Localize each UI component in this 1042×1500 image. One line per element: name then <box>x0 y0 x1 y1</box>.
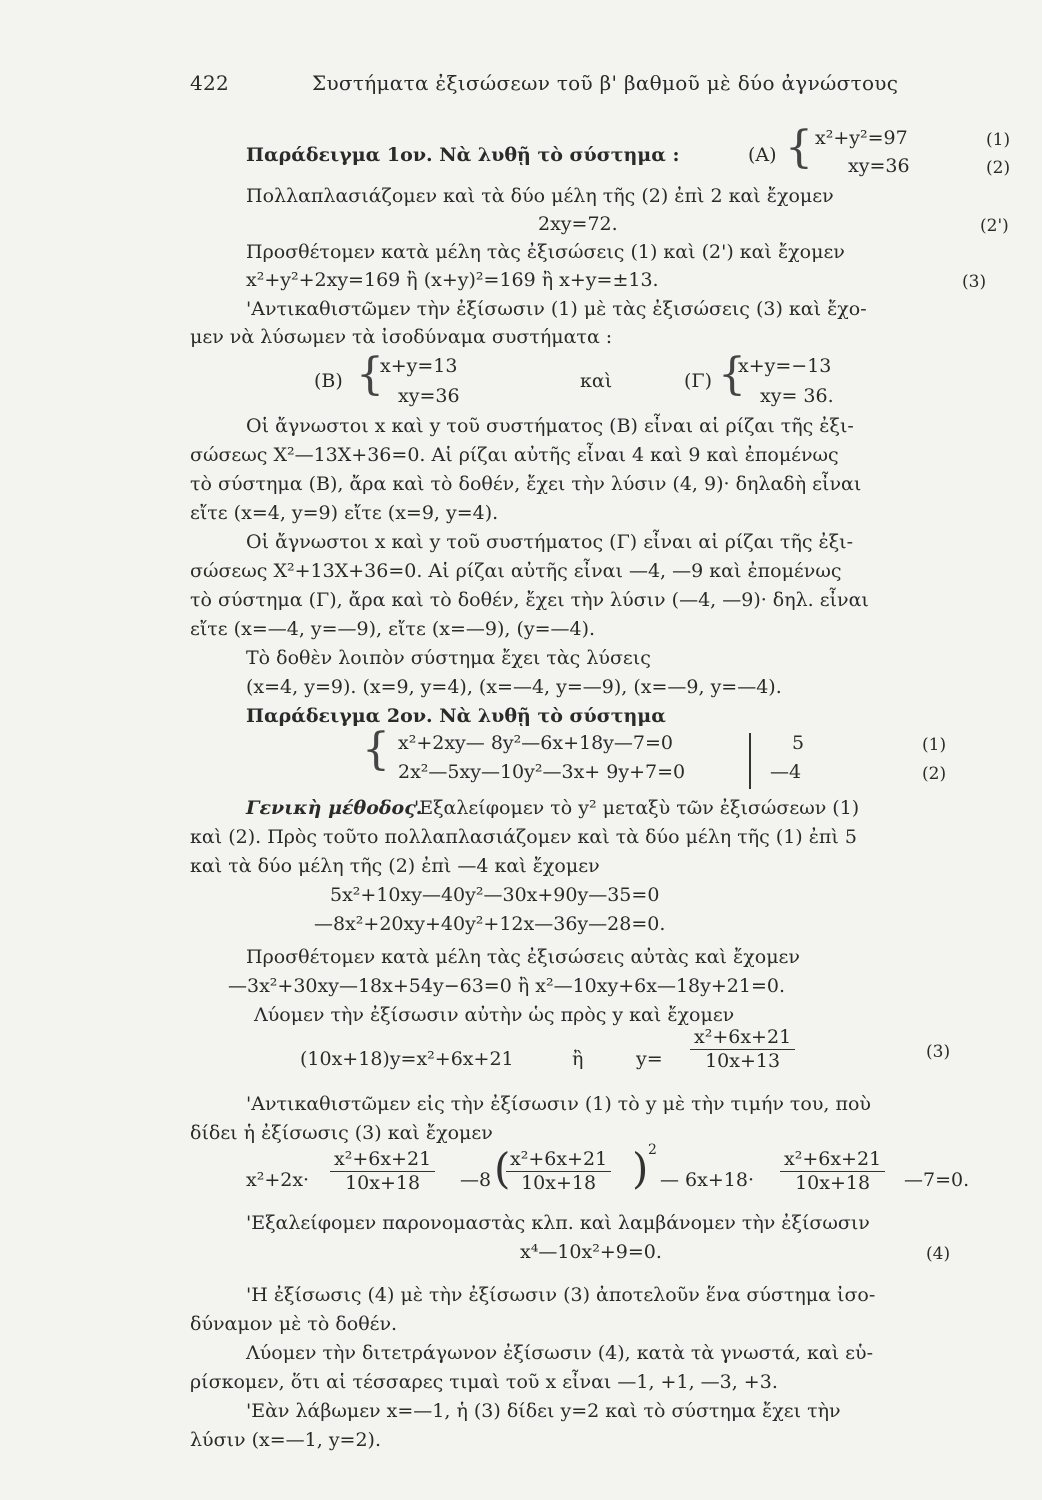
paragraph: εἴτε (x=4, y=9) εἴτε (x=9, y=4). <box>190 502 499 524</box>
fraction-numerator: x²+6x+21 <box>690 1026 795 1050</box>
equation-2-prime: 2xy=72. <box>538 213 618 235</box>
fraction-numerator: x²+6x+21 <box>506 1148 611 1172</box>
paragraph: Τὸ δοθὲν λοιπὸν σύστημα ἔχει τὰς λύσεις <box>246 647 651 669</box>
paragraph: δίδει ἡ ἐξίσωσις (3) καὶ ἔχομεν <box>190 1122 493 1144</box>
brace-b: { <box>356 349 384 400</box>
equation-number: (2') <box>980 216 1009 236</box>
equation-4: x⁴—10x²+9=0. <box>520 1241 662 1263</box>
example-2-eq1: x²+2xy— 8y²—6x+18y—7=0 <box>398 732 673 754</box>
solutions-line: (x=4, y=9). (x=9, y=4), (x=—4, y=—9), (x=—9, y=—4). <box>246 676 782 698</box>
paragraph: τὸ σύστημα (Β), ἄρα καὶ τὸ δοθέν, ἔχει τὴν λύσιν (4, 9)· δηλαδὴ εἶναι <box>190 473 862 495</box>
right-parenthesis: ) <box>632 1144 649 1193</box>
paragraph: εἴτε (x=—4, y=—9), εἴτε (x=—9), (y=—4). <box>190 618 596 640</box>
brace-g: { <box>718 349 746 400</box>
equation: 5x²+10xy—40y²—30x+90y—35=0 <box>330 884 660 906</box>
paragraph: λύσιν (x=—1, y=2). <box>190 1429 382 1451</box>
system-b-label: (Β) <box>314 370 343 392</box>
equation-3-line: x²+y²+2xy=169 ἢ (x+y)²=169 ἢ x+y=±13. <box>246 269 659 291</box>
system-a-eq2: xy=36 <box>848 155 910 177</box>
paragraph: Προσθέτομεν κατὰ μέλη τὰς ἐξισώσεις (1) καὶ (2') καὶ ἔχομεν <box>246 241 845 263</box>
equation-part: x²+2x· <box>246 1169 310 1191</box>
example-1-title: Παράδειγμα 1ον. Νὰ λυθῇ τὸ σύστημα : <box>246 144 680 166</box>
paragraph: 'Η ἐξίσωσις (4) μὲ τὴν ἐξίσωσιν (3) ἀποτελοῦν ἕνα σύστημα ἰσο- <box>246 1284 876 1306</box>
paragraph: Οἱ ἄγνωστοι x καὶ y τοῦ συστήματος (Β) εἶναι αἱ ρίζαι τῆς ἐξι- <box>246 415 854 437</box>
multiplier-2: —4 <box>770 761 802 783</box>
running-title: Συστήματα ἐξισώσεων τοῦ β' βαθμοῦ μὲ δύο ἀγνώστους <box>312 71 899 95</box>
equation-number: (2) <box>922 764 947 784</box>
fraction <box>506 1148 611 1195</box>
equation: (10x+18)y=x²+6x+21 <box>300 1048 514 1070</box>
paragraph: καὶ (2). Πρὸς τοῦτο πολλαπλασιάζομεν καὶ τὰ δύο μέλη τῆς (1) ἐπὶ 5 <box>190 826 857 848</box>
example-2-title: Παράδειγμα 2ον. Νὰ λυθῇ τὸ σύστημα <box>246 705 666 727</box>
multiplier-separator <box>749 733 751 789</box>
equation-number: (1) <box>922 735 947 755</box>
fraction-denominator: 10x+13 <box>705 1049 781 1072</box>
paragraph: Λύομεν τὴν διτετράγωνον ἐξίσωσιν (4), κατὰ τὰ γνωστά, καὶ εὑ- <box>246 1342 873 1364</box>
paragraph: 'Αντικαθιστῶμεν τὴν ἐξίσωσιν (1) μὲ τὰς ἐξισώσεις (3) καὶ ἔχο- <box>246 298 867 320</box>
paragraph: 'Εξαλείφομεν τὸ y² μεταξὺ τῶν ἐξισώσεων (1) <box>414 797 860 819</box>
system-a-eq1-number: (1) <box>986 130 1011 150</box>
paragraph: Οἱ ἄγνωστοι x καὶ y τοῦ συστήματος (Γ) εἶναι αἱ ρίζαι τῆς ἐξι- <box>246 531 854 553</box>
system-a-eq1: x²+y²=97 <box>815 127 908 149</box>
fraction <box>330 1148 435 1195</box>
equation-number: (4) <box>926 1244 951 1264</box>
equation: —8x²+20xy+40y²+12x—36y—28=0. <box>314 913 666 935</box>
system-g-eq2: xy= 36. <box>760 385 834 407</box>
system-b-eq2: xy=36 <box>398 385 460 407</box>
fraction-denominator: 10x+18 <box>345 1171 421 1194</box>
equation-number: (3) <box>962 272 987 292</box>
paragraph: 'Αντικαθιστῶμεν εἰς τὴν ἐξίσωσιν (1) τὸ y μὲ τὴν τιμήν του, ποὺ <box>246 1093 871 1115</box>
example-2-eq2: 2x²—5xy—10y²—3x+ 9y+7=0 <box>398 761 686 783</box>
fraction <box>780 1148 885 1195</box>
system-g-eq1: x+y=−13 <box>738 355 832 377</box>
paragraph: σώσεως X²+13X+36=0. Αἱ ρίζαι αὐτῆς εἶναι —4, —9 καὶ ἐπομένως <box>190 560 842 582</box>
equation-part: —8 <box>460 1169 492 1191</box>
paragraph: ρίσκομεν, ὅτι αἱ τέσσαρες τιμαὶ τοῦ x εἶναι —1, +1, —3, +3. <box>190 1371 778 1393</box>
page-number: 422 <box>190 71 230 95</box>
paragraph: Λύομεν τὴν ἐξίσωσιν αὐτὴν ὡς πρὸς y καὶ ἔχομεν <box>254 1004 735 1026</box>
paragraph: 'Εὰν λάβωμεν x=—1, ἡ (3) δίδει y=2 καὶ τὸ σύστημα ἔχει τὴν <box>246 1400 841 1422</box>
exponent: 2 <box>648 1142 657 1158</box>
paragraph: Προσθέτομεν κατὰ μέλη τὰς ἐξισώσεις αὐτὰς καὶ ἔχομεν <box>246 946 800 968</box>
system-a-label: (Α) <box>748 144 777 166</box>
equation-part: — 6x+18· <box>660 1169 754 1191</box>
multiplier-1: 5 <box>792 732 805 754</box>
equation-part: —7=0. <box>904 1169 970 1191</box>
conjunction: ἢ <box>572 1048 584 1070</box>
paragraph: καὶ τὰ δύο μέλη τῆς (2) ἐπὶ —4 καὶ ἔχομεν <box>190 855 600 877</box>
fraction-numerator: x²+6x+21 <box>780 1148 885 1172</box>
equation: —3x²+30xy—18x+54y−63=0 ἢ x²—10xy+6x—18y+21=0. <box>228 975 785 997</box>
paragraph: δύναμον μὲ τὸ δοθέν. <box>190 1313 398 1335</box>
equation-lhs: y= <box>636 1048 663 1070</box>
fraction-denominator: 10x+18 <box>521 1171 597 1194</box>
fraction-denominator: 10x+18 <box>795 1171 871 1194</box>
method-label: Γενικὴ μέθοδος. <box>246 797 423 819</box>
paragraph: Πολλαπλασιάζομεν καὶ τὰ δύο μέλη τῆς (2) ἐπὶ 2 καὶ ἔχομεν <box>246 185 834 207</box>
brace-ex2: { <box>362 724 390 775</box>
equation-number: (3) <box>926 1042 951 1062</box>
system-a-eq2-number: (2) <box>986 158 1011 178</box>
paragraph: σώσεως X²—13X+36=0. Αἱ ρίζαι αὐτῆς εἶναι 4 καὶ 9 καὶ ἐπομένως <box>190 444 839 466</box>
paragraph: τὸ σύστημα (Γ), ἄρα καὶ τὸ δοθέν, ἔχει τὴν λύσιν (—4, —9)· δηλ. εἶναι <box>190 589 869 611</box>
fraction-numerator: x²+6x+21 <box>330 1148 435 1172</box>
brace-a: { <box>785 122 813 173</box>
conjunction: καὶ <box>580 370 613 392</box>
paragraph: μεν νὰ λύσωμεν τὰ ἰσοδύναμα συστήματα : <box>190 326 613 348</box>
paragraph: 'Εξαλείφομεν παρονομαστὰς κλπ. καὶ λαμβάνομεν τὴν ἐξίσωσιν <box>246 1212 870 1234</box>
system-g-label: (Γ) <box>684 370 713 392</box>
left-parenthesis: ( <box>494 1144 511 1193</box>
fraction <box>690 1026 795 1073</box>
system-b-eq1: x+y=13 <box>380 355 458 377</box>
